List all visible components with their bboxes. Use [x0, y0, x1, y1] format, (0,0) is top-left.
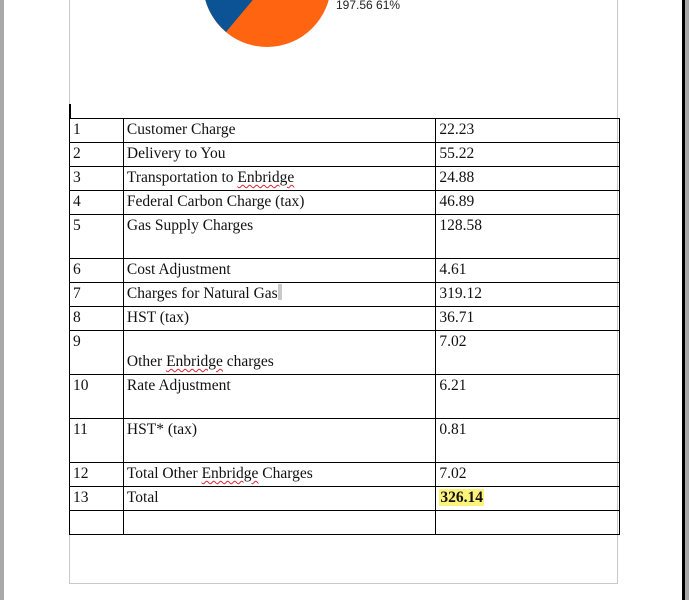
table-row — [70, 419, 620, 463]
row-description[interactable]: Transportation to Enbridge — [123, 167, 435, 191]
table-row — [70, 215, 620, 259]
spellcheck-flagged-word[interactable]: Enbridge — [166, 353, 223, 370]
row-number[interactable]: 3 — [70, 167, 124, 191]
table-row — [70, 463, 620, 487]
row-amount[interactable]: 7.02 — [436, 331, 620, 375]
table-row-total — [70, 487, 620, 511]
row-description[interactable]: Total Other Enbridge Charges — [123, 463, 435, 487]
row-amount[interactable]: 4.61 — [436, 259, 620, 283]
row-description[interactable]: Gas Supply Charges — [123, 215, 435, 259]
row-number[interactable]: 9 — [70, 331, 124, 375]
row-description[interactable]: Cost Adjustment — [123, 259, 435, 283]
row-amount[interactable]: 46.89 — [436, 191, 620, 215]
row-amount[interactable]: 22.23 — [436, 119, 620, 143]
row-description[interactable]: Rate Adjustment — [123, 375, 435, 419]
table-row — [70, 143, 620, 167]
row-description[interactable]: Customer Charge — [123, 119, 435, 143]
row-number[interactable]: 12 — [70, 463, 124, 487]
row-amount[interactable] — [436, 511, 620, 535]
row-amount[interactable]: 55.22 — [436, 143, 620, 167]
pie-graphic — [200, 0, 334, 50]
row-description[interactable]: Charges for Natural Gas — [123, 283, 435, 307]
spellcheck-flagged-word[interactable]: Enbridge — [237, 169, 295, 186]
row-number[interactable]: 11 — [70, 419, 124, 463]
table-row — [70, 167, 620, 191]
table-row — [70, 307, 620, 331]
window-left-edge — [0, 0, 4, 600]
row-amount[interactable]: 319.12 — [436, 283, 620, 307]
row-number[interactable]: 1 — [70, 119, 124, 143]
charges-table — [69, 118, 620, 535]
row-description[interactable]: HST (tax) — [123, 307, 435, 331]
spellcheck-flagged-word[interactable]: Enbridge — [201, 465, 259, 482]
row-number[interactable]: 2 — [70, 143, 124, 167]
row-number[interactable]: 5 — [70, 215, 124, 259]
table-row — [70, 331, 620, 375]
row-amount[interactable]: 128.58 — [436, 215, 620, 259]
table-row — [70, 259, 620, 283]
row-number[interactable]: 4 — [70, 191, 124, 215]
table-row — [70, 375, 620, 419]
total-amount-highlighted: 326.14 — [440, 489, 483, 506]
row-amount[interactable]: 24.88 — [436, 167, 620, 191]
scrollbar-edge[interactable] — [685, 0, 689, 600]
row-description[interactable]: Other Enbridge charges — [123, 331, 435, 375]
row-number[interactable]: 8 — [70, 307, 124, 331]
row-number[interactable]: 10 — [70, 375, 124, 419]
pie-chart[interactable] — [200, 0, 334, 50]
row-number[interactable]: 13 — [70, 487, 124, 511]
pie-data-label: 197.56 61% — [336, 0, 401, 12]
table-row — [70, 191, 620, 215]
row-amount[interactable] — [436, 487, 620, 511]
row-number[interactable]: 6 — [70, 259, 124, 283]
row-amount[interactable]: 7.02 — [436, 463, 620, 487]
row-amount[interactable]: 0.81 — [436, 419, 620, 463]
row-number[interactable]: 7 — [70, 283, 124, 307]
row-description[interactable]: Federal Carbon Charge (tax) — [123, 191, 435, 215]
table-row-empty — [70, 511, 620, 535]
text-cursor — [278, 284, 282, 300]
table-row — [70, 283, 620, 307]
row-description[interactable]: Total — [123, 487, 435, 511]
row-description[interactable] — [123, 511, 435, 535]
row-number[interactable] — [70, 511, 124, 535]
row-description[interactable]: Delivery to You — [123, 143, 435, 167]
table-row — [70, 119, 620, 143]
row-amount[interactable]: 6.21 — [436, 375, 620, 419]
row-amount[interactable]: 36.71 — [436, 307, 620, 331]
text-insertion-marker — [69, 104, 71, 118]
row-description[interactable]: HST* (tax) — [123, 419, 435, 463]
